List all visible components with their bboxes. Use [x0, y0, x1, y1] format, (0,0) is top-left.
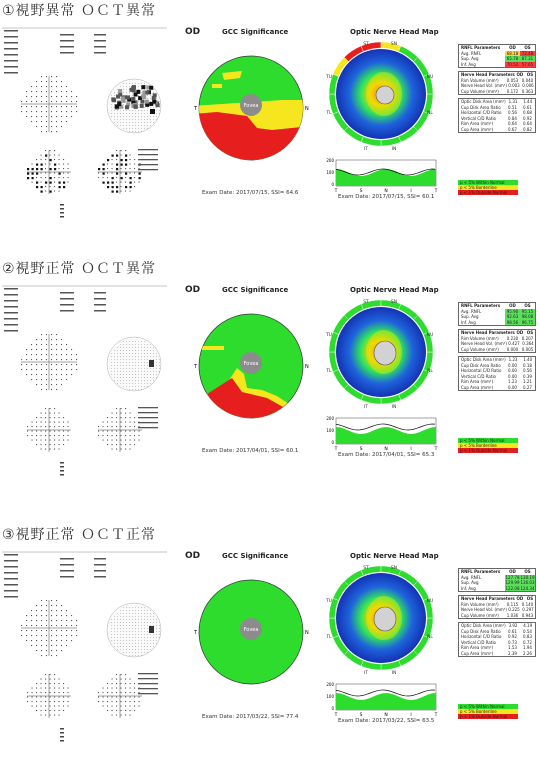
tsnit-x-tick: S — [359, 189, 363, 194]
optic-nerve-head-map — [322, 294, 440, 460]
tsnit-x-tick: N — [384, 713, 388, 718]
param-value: 95.15 — [521, 308, 534, 314]
visual-field-panel — [2, 282, 177, 472]
param-value: 1.21 — [523, 379, 532, 384]
param-label: Horizontal C/D Ratio — [461, 634, 502, 639]
param-value: 3.92 — [508, 623, 518, 628]
legend-item: p < 5% Borderline — [458, 443, 518, 448]
disc-table — [458, 98, 536, 133]
param-label: Avg. RNFL — [461, 308, 482, 314]
visual-field-printout — [2, 548, 177, 738]
param-label: Cup Area (mm²) — [461, 650, 494, 656]
gcc-temporal-label: T — [194, 364, 198, 370]
tsnit-x-tick: T — [334, 713, 338, 718]
onh-exam-date: Exam Date: 2017/04/01, SSI= 65.3 — [338, 452, 435, 458]
gcc-exam-date: Exam Date: 2017/07/15, SSI= 64.6 — [202, 190, 299, 196]
onh-exam-date: Exam Date: 2017/07/15, SSI= 60.1 — [338, 194, 435, 200]
param-value: 95.90 — [506, 308, 519, 314]
param-value: 0.27 — [523, 384, 532, 390]
param-value: OS — [524, 569, 531, 574]
param-label: Inf. Avg — [461, 585, 476, 591]
param-value: 124.34 — [520, 585, 535, 591]
param-value: 0.005 — [521, 346, 534, 352]
onh-title: Optic Nerve Head Map — [350, 286, 439, 294]
param-value: 0.363 — [521, 88, 534, 94]
visual-field-printout — [2, 24, 177, 214]
onh-sector-label: ST — [363, 300, 369, 305]
param-value: 0.92 — [523, 115, 532, 121]
tsnit-y-tick: 0 — [331, 440, 334, 445]
onh-sector-label: TU — [325, 75, 333, 80]
param-label: Sup. Avg — [461, 314, 479, 319]
param-label: RNFL Parameters — [461, 303, 501, 308]
param-value: 68.18 — [506, 50, 519, 56]
tsnit-y-tick: 100 — [326, 694, 334, 699]
onh-sector-label: NU — [426, 599, 434, 604]
table-row — [459, 347, 535, 353]
table-row — [459, 320, 535, 326]
onh-sector-label: SN — [390, 42, 398, 47]
gcc-panel — [192, 38, 310, 188]
gcc-temporal-label: T — [194, 106, 198, 112]
onh-sector-label: NL — [427, 111, 433, 116]
param-label: Vertical C/D Ratio — [461, 115, 497, 121]
param-value: OD — [516, 72, 524, 77]
tsnit-y-tick: 0 — [331, 182, 334, 187]
visual-field-panel — [2, 24, 177, 214]
tsnit-x-tick: T — [434, 447, 438, 452]
table-row — [459, 613, 535, 619]
param-value: 136.03 — [520, 580, 535, 585]
param-label: Nerve Head Vol. (mm³) — [461, 341, 507, 346]
param-value: 0.56 — [508, 110, 517, 115]
param-label: Optic Disk Area (mm²) — [461, 623, 506, 628]
tsnit-x-tick: S — [359, 713, 363, 718]
parameter-tables — [458, 568, 536, 660]
param-value: 1.23 — [508, 379, 517, 384]
param-value: 0.68 — [523, 110, 532, 115]
onh-sector-label: TL — [326, 111, 332, 116]
gcc-significance-map — [192, 296, 310, 446]
gcc-nasal-label: N — [305, 364, 309, 370]
onh-panel — [322, 560, 440, 726]
param-label: Rim Area (mm²) — [461, 645, 494, 650]
param-value: 72.48 — [521, 50, 534, 56]
nerve-head-table — [458, 595, 536, 619]
param-label: Avg. RNFL — [461, 574, 482, 580]
disc-table — [458, 622, 536, 657]
rnfl-table — [458, 44, 536, 68]
onh-sector-label: SN — [390, 300, 398, 305]
onh-title: Optic Nerve Head Map — [350, 552, 439, 560]
param-label: Horizontal C/D Ratio — [461, 110, 502, 115]
table-row — [459, 127, 535, 133]
param-value: OD — [516, 330, 524, 335]
tsnit-x-tick: I — [410, 447, 412, 452]
param-value: 0.003 — [508, 83, 520, 88]
tsnit-x-tick: T — [334, 447, 338, 452]
onh-sector-label: NU — [426, 75, 434, 80]
legend-item: p < 5% Borderline — [458, 185, 518, 190]
param-label: Rim Area (mm²) — [461, 121, 494, 126]
param-label: Cup Area (mm²) — [461, 126, 494, 132]
tsnit-x-tick: T — [434, 713, 438, 718]
section-title: ③視野正常 ＯＣＴ正常 — [2, 527, 157, 543]
param-label: Rim Volume (mm³) — [461, 335, 499, 341]
param-value: 1.036 — [506, 612, 519, 618]
param-label: Cup Disk Area Ratio — [461, 362, 501, 368]
tsnit-x-tick: T — [434, 189, 438, 194]
onh-panel — [322, 36, 440, 202]
param-label: Cup Area (mm²) — [461, 384, 494, 390]
onh-sector-label: NU — [426, 333, 434, 338]
param-value: 127.78 — [505, 574, 520, 580]
parameter-tables — [458, 44, 536, 136]
param-value: 0.00 — [508, 373, 517, 379]
gcc-exam-date: Exam Date: 2017/03/22, SSI= 77.4 — [202, 714, 299, 720]
tsnit-y-tick: 100 — [326, 170, 334, 175]
tsnit-y-tick: 100 — [326, 428, 334, 433]
param-label: Inf. Avg — [461, 319, 476, 325]
rnfl-table — [458, 302, 536, 326]
onh-title: Optic Nerve Head Map — [350, 28, 439, 36]
onh-sector-label: IN — [391, 405, 397, 410]
param-value: 0.39 — [523, 373, 532, 379]
param-label: Cup Volume (mm³) — [461, 88, 499, 94]
param-value: 0.053 — [506, 77, 519, 83]
param-label: Avg. RNFL — [461, 50, 482, 56]
param-label: Cup Volume (mm³) — [461, 612, 499, 618]
param-value: 98.08 — [521, 314, 534, 319]
onh-sector-label: ST — [363, 566, 369, 571]
onh-exam-date: Exam Date: 2017/03/22, SSI= 63.5 — [338, 718, 435, 724]
tsnit-x-tick: S — [359, 447, 363, 452]
param-value: 57.65 — [521, 61, 534, 67]
param-value: 0.172 — [506, 88, 519, 94]
param-value: 1.23 — [508, 357, 518, 362]
param-value: OS — [526, 330, 534, 335]
tsnit-y-tick: 200 — [326, 682, 334, 687]
param-value: 92.63 — [506, 314, 519, 319]
param-label: RNFL Parameters — [461, 45, 501, 50]
param-value: 2.26 — [523, 650, 532, 656]
tsnit-x-tick: N — [384, 189, 388, 194]
param-value: OS — [524, 45, 531, 50]
param-value: 0.51 — [508, 104, 517, 110]
fovea-label: Fovea — [243, 627, 259, 633]
param-value: 0.92 — [508, 634, 517, 639]
gcc-significance-map — [192, 562, 310, 712]
gcc-title: GCC Significance — [222, 286, 289, 294]
parameter-tables — [458, 302, 536, 394]
gcc-significance-map — [192, 38, 310, 188]
onh-sector-label: TL — [326, 369, 332, 374]
param-value: 0.006 — [522, 83, 534, 88]
param-value: 96.75 — [521, 319, 534, 325]
param-value: 0.56 — [523, 368, 532, 373]
param-value: 0.64 — [523, 121, 532, 126]
section-title: ①視野異常 ＯＣＴ異常 — [2, 3, 157, 19]
onh-sector-label: NL — [427, 635, 433, 640]
param-value: 0.225 — [508, 607, 520, 612]
param-label: Nerve Head Vol. (mm³) — [461, 607, 507, 612]
param-value: 0.67 — [508, 126, 517, 132]
significance-legend — [458, 438, 518, 453]
param-value: 0.000 — [506, 346, 519, 352]
eye-label: OD — [185, 551, 201, 561]
legend-item: p < 1% Outside Normal — [458, 190, 518, 195]
nerve-head-table — [458, 71, 536, 95]
param-label: Cup Disk Area Ratio — [461, 104, 501, 110]
param-value: 87.31 — [521, 56, 534, 61]
param-value: 0.040 — [521, 77, 534, 83]
case-section — [0, 0, 540, 250]
fovea-label: Fovea — [243, 361, 259, 367]
onh-sector-label: IT — [363, 405, 369, 410]
param-label: Nerve Head Parameters — [461, 330, 515, 335]
eye-label: OD — [185, 27, 201, 37]
table-row — [459, 651, 535, 657]
param-label: Rim Area (mm²) — [461, 379, 494, 384]
param-value: 1.31 — [508, 99, 518, 104]
table-row — [459, 89, 535, 95]
table-row — [459, 62, 535, 68]
optic-nerve-head-map — [322, 36, 440, 202]
param-value: OD — [509, 45, 516, 50]
param-value: 2.39 — [508, 650, 517, 656]
param-value: 0.207 — [521, 335, 534, 341]
param-value: 65.78 — [506, 56, 519, 61]
gcc-nasal-label: N — [305, 630, 309, 636]
param-value: 0.84 — [508, 115, 517, 121]
param-label: Cup Disk Area Ratio — [461, 628, 501, 634]
param-value: 129.99 — [505, 580, 520, 585]
param-label: Vertical C/D Ratio — [461, 639, 497, 645]
param-value: 0.140 — [521, 601, 534, 607]
param-value: 0.115 — [506, 601, 519, 607]
visual-field-panel — [2, 548, 177, 738]
param-label: Nerve Head Parameters — [461, 596, 515, 601]
legend-item: p < 1% Outside Normal — [458, 448, 518, 453]
param-value: 0.427 — [508, 341, 520, 346]
param-value: 0.73 — [508, 639, 517, 645]
onh-sector-label: IN — [391, 671, 397, 676]
param-value: 0.943 — [521, 612, 534, 618]
param-label: Rim Volume (mm³) — [461, 77, 499, 83]
legend-item: p < 1% Outside Normal — [458, 714, 518, 719]
optic-nerve-head-map — [322, 560, 440, 726]
onh-sector-label: SN — [390, 566, 398, 571]
onh-sector-label: ST — [363, 42, 369, 47]
param-value: 130.19 — [520, 574, 535, 580]
table-row — [459, 385, 535, 391]
param-value: 4.19 — [523, 623, 533, 628]
tsnit-y-tick: 0 — [331, 706, 334, 711]
param-value: 0.61 — [523, 104, 532, 110]
legend-item: p < 5% Within Normal — [458, 180, 518, 185]
onh-sector-label: IN — [391, 147, 397, 152]
visual-field-printout — [2, 282, 177, 472]
gcc-exam-date: Exam Date: 2017/04/01, SSI= 60.1 — [202, 448, 299, 454]
gcc-panel — [192, 296, 310, 446]
onh-sector-label: TL — [326, 635, 332, 640]
legend-item: p < 5% Within Normal — [458, 704, 518, 709]
param-value: 0.00 — [508, 362, 517, 368]
param-label: Nerve Head Vol. (mm³) — [461, 83, 507, 88]
param-label: RNFL Parameters — [461, 569, 501, 574]
table-row — [459, 586, 535, 592]
param-label: Nerve Head Parameters — [461, 72, 515, 77]
param-value: OS — [524, 303, 531, 308]
onh-sector-label: IT — [363, 147, 369, 152]
onh-sector-label: TU — [325, 333, 333, 338]
param-value: 1.94 — [523, 645, 532, 650]
case-section — [0, 524, 540, 774]
param-label: Cup Volume (mm³) — [461, 346, 499, 352]
param-value: 122.08 — [505, 585, 520, 591]
onh-sector-label: TU — [325, 599, 333, 604]
param-value: 98.56 — [506, 319, 519, 325]
param-value: 0.64 — [508, 121, 517, 126]
param-value: OS — [526, 596, 534, 601]
param-value: 0.00 — [508, 384, 517, 390]
param-label: Sup. Avg — [461, 580, 479, 585]
param-label: Vertical C/D Ratio — [461, 373, 497, 379]
param-value: 0.72 — [523, 639, 532, 645]
param-value: OD — [509, 303, 516, 308]
param-value: OD — [509, 569, 516, 574]
param-value: 0.83 — [523, 634, 532, 639]
param-value: OD — [516, 596, 524, 601]
onh-sector-label: NL — [427, 369, 433, 374]
gcc-temporal-label: T — [194, 630, 198, 636]
param-value: 0.297 — [522, 607, 534, 612]
param-value: 0.18 — [523, 362, 532, 368]
param-label: Horizontal C/D Ratio — [461, 368, 502, 373]
gcc-title: GCC Significance — [222, 552, 289, 560]
significance-legend — [458, 180, 518, 195]
param-value: 1.53 — [508, 645, 517, 650]
section-title: ②視野正常 ＯＣＴ異常 — [2, 261, 157, 277]
eye-label: OD — [185, 285, 201, 295]
param-value: 0.00 — [508, 368, 517, 373]
param-value: 1.44 — [523, 99, 533, 104]
tsnit-y-tick: 200 — [326, 416, 334, 421]
legend-item: p < 5% Within Normal — [458, 438, 518, 443]
param-value: 0.364 — [522, 341, 534, 346]
tsnit-x-tick: N — [384, 447, 388, 452]
param-value: 0.82 — [523, 126, 532, 132]
rnfl-table — [458, 568, 536, 592]
param-label: Optic Disk Area (mm²) — [461, 357, 506, 362]
onh-sector-label: IT — [363, 671, 369, 676]
gcc-nasal-label: N — [305, 106, 309, 112]
tsnit-x-tick: T — [334, 189, 338, 194]
param-value: 0.61 — [508, 628, 517, 634]
param-value: OS — [526, 72, 534, 77]
significance-legend — [458, 704, 518, 719]
nerve-head-table — [458, 329, 536, 353]
fovea-label: Fovea — [243, 103, 259, 109]
param-value: 0.54 — [523, 628, 532, 634]
param-label: Inf. Avg — [461, 61, 476, 67]
param-label: Optic Disk Area (mm²) — [461, 99, 506, 104]
legend-item: p < 5% Borderline — [458, 709, 518, 714]
gcc-title: GCC Significance — [222, 28, 289, 36]
param-value: 70.52 — [506, 61, 519, 67]
tsnit-y-tick: 200 — [326, 158, 334, 163]
tsnit-x-tick: I — [410, 189, 412, 194]
disc-table — [458, 356, 536, 391]
param-label: Sup. Avg — [461, 56, 479, 61]
param-value: 0.230 — [506, 335, 519, 341]
case-section — [0, 258, 540, 508]
param-label: Rim Volume (mm³) — [461, 601, 499, 607]
onh-panel — [322, 294, 440, 460]
gcc-panel — [192, 562, 310, 712]
tsnit-x-tick: I — [410, 713, 412, 718]
param-value: 1.40 — [523, 357, 533, 362]
